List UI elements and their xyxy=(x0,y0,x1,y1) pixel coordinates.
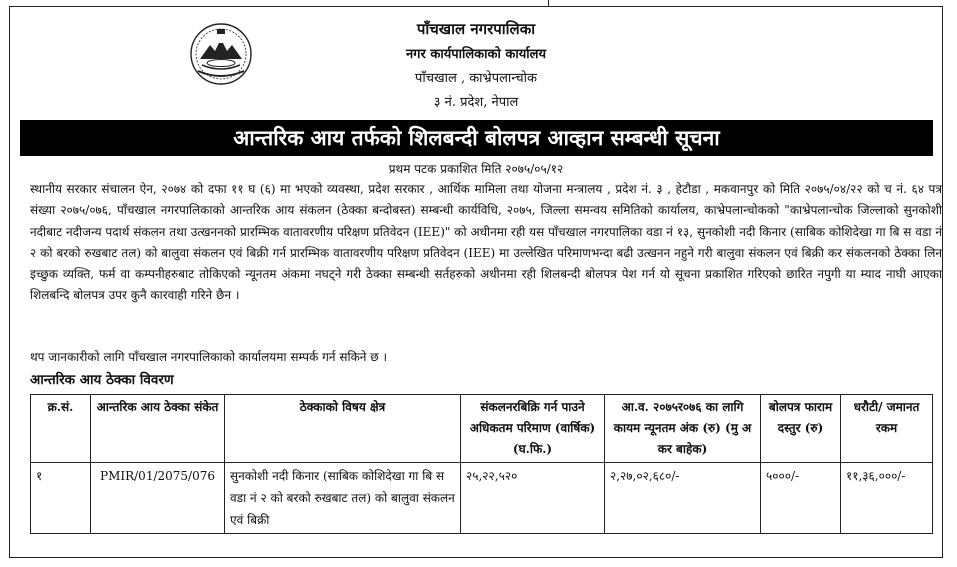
cell-code: PMIR/01/2075/076 xyxy=(91,463,225,534)
notice-body: स्थानीय सरकार संचालन ऐन, २०७४ को दफा ११ घ (६) मा भएको व्यवस्था, प्रदेश सरकार , आर्थिक मामिला तथा योजना मन्त्रालय , प्रदेश नं. ३ , हेटौडा , मकवानपुर को मिति २०७५/०४/२२ को च नं. ६४ पत्र संख्या २०७५/०७६, पाँचखाल नगरपालिकाको आन्तरिक आय संकलन (ठेक्का बन्दोबस्त) सम्बन्धी कार्यविधि, २०७५, जिल्ला समन्वय समितिको कार्यालय, काभ्रेपलान्चोकको "काभ्रेपलान्चोक जिल्लाको सुनकोशी नदीबाट नदीजन्य पदार्थ संकलन तथा उत्खननको प्रारम्भिक वातावरणीय परिक्षण प्रतिवेदन (IEE)" को अधीनमा रही यस पाँचखाल नगरपालिका वडा नं १३, सुनकोशी नदी किनार (साबिक कोशिदेखा गा बि स वडा नं २ को बरको रुखबाट तल) को बालुवा संकलन एवं बिक्री गर्न प्रारम्भिक वातावरणीय परिक्षण प्रतिवेदन (IEE) मा उल्लेखित परिमाणभन्दा बढी उत्खनन नहुने गरी बालुवा संकलन एवं बिक्री कर संकलनको ठेक्का लिन इच्छुक व्यक्ति, फर्म वा कम्पनीहरुबाट तोकिएको न्यूनतम अंकमा नघट्ने गरी ठेक्का सम्बन्धी सर्तहरुको अधीनमा रही शिलबन्दी बोलपत्र पेश गर्न यो सूचना प्रकाशित गरिएको छारित नपुगी या म्याद नाघी आएका शिलबन्दि बोलपत्र उपर कुनै कारवाही गरिने छैन । xyxy=(30,182,942,303)
cell-deposit: ११,३६,०००/- xyxy=(841,463,933,534)
cell-sn: १ xyxy=(31,463,91,534)
contract-table xyxy=(30,394,933,534)
column-header-code: आन्तरिक आय ठेक्का संकेत xyxy=(91,395,225,463)
municipality-name: पाँचखाल नगरपालिका xyxy=(416,20,536,38)
column-header-form-fee: बोलपत्र फाराम दस्तुर (रु) xyxy=(761,395,841,463)
notice-frame xyxy=(9,6,943,558)
cell-max-quantity: २५,२२,५२० xyxy=(461,463,605,534)
cell-subject: सुनकोशी नदी किनार (साबिक कोशिदेखा गा बि स वडा नं २ को बरको रुखबाट तल) को बालुवा संकलन एवं बिक्री xyxy=(225,463,461,534)
notice-title: आन्तरिक आय तर्फको शिलबन्दी बोलपत्र आव्हान सम्बन्धी सूचना xyxy=(20,120,933,156)
table-header-row xyxy=(31,395,933,463)
column-header-deposit: धरौटी/ जमानत रकम xyxy=(841,395,933,463)
column-header-max-quantity: संकलनरबिक्रि गर्न पाउने अधिकतम परिमाण (वार्षिक) (घ.फि.) xyxy=(461,395,605,463)
column-header-subject: ठेक्काको विषय क्षेत्र xyxy=(225,395,461,463)
table-row xyxy=(31,463,933,534)
letterhead xyxy=(10,7,942,119)
column-header-sn: क्र.सं. xyxy=(31,395,91,463)
cell-form-fee: ५०००/- xyxy=(761,463,841,534)
publish-date: प्रथम पटक प्रकाशित मिति २०७५/०५/१२ xyxy=(388,162,564,176)
section-heading: आन्तरिक आय ठेक्का विवरण xyxy=(30,372,174,388)
office-location: पाँचखाल , काभ्रेपलान्चोक xyxy=(414,71,537,86)
office-name: नगर कार्यपालिकाको कार्यालय xyxy=(405,47,547,62)
column-header-min-amount: आ.व. २०७५र०७६ का लागि कायम न्यूनतम अंक (रु) (मु अ कर बाहेक) xyxy=(605,395,761,463)
province-line: ३ नं. प्रदेश, नेपाल xyxy=(433,95,519,110)
contact-line: थप जानकारीको लागि पाँचखाल नगरपालिकाको कार्यालयमा सम्पर्क गर्न सकिने छ । xyxy=(30,350,388,364)
cell-min-amount: २,२७,०२,६८०/- xyxy=(605,463,761,534)
